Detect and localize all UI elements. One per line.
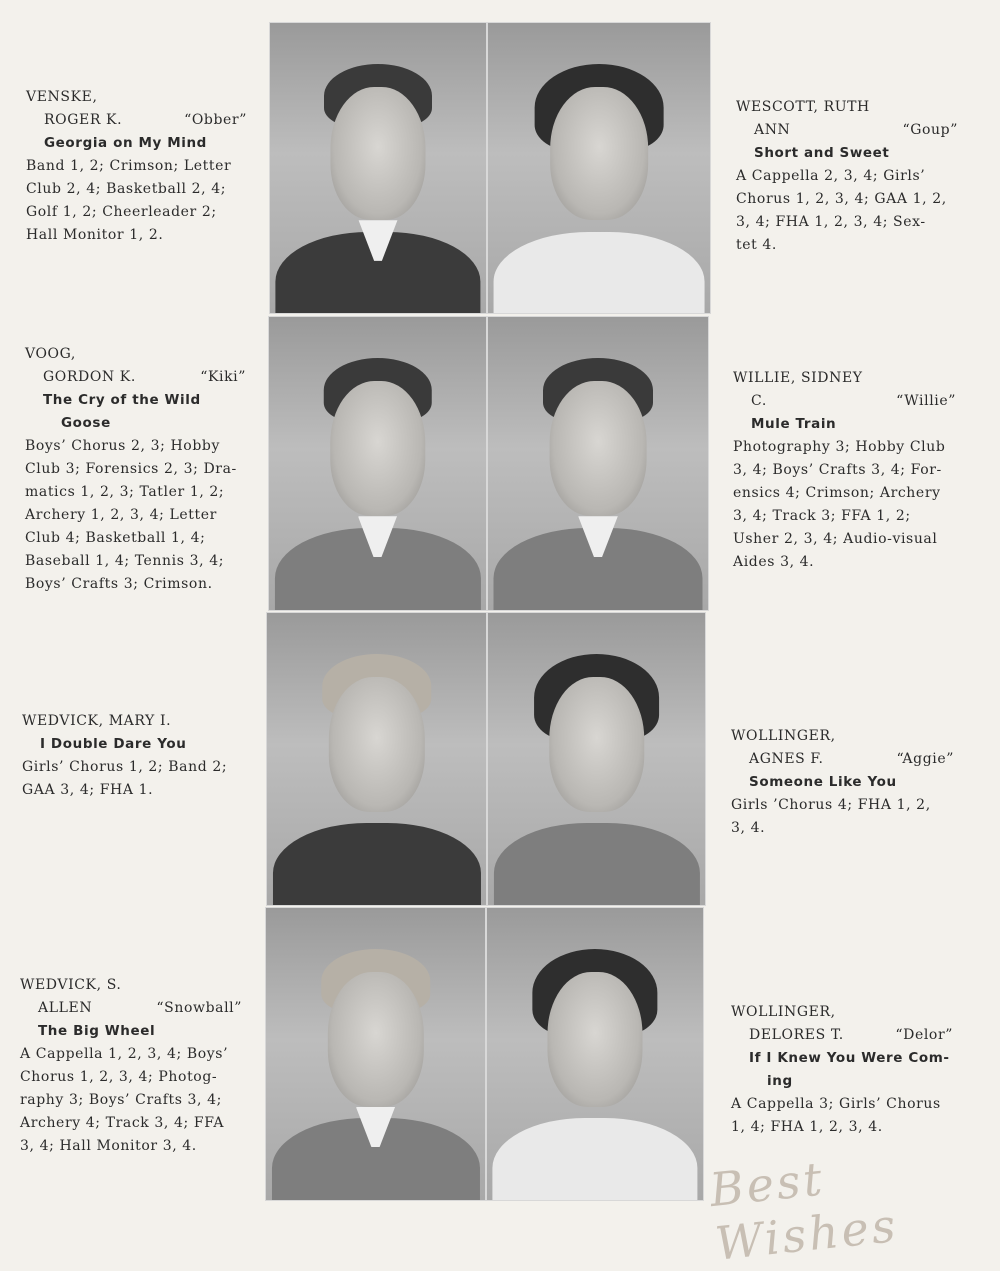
activity-line: Girls ’Chorus 4; FHA 1, 2, [731,797,931,813]
portrait-photo-venske [269,22,487,314]
student-song-continued: ing [767,1073,793,1089]
portrait-photo-wedvick-allen [265,907,486,1201]
student-surname: WOLLINGER, [731,728,836,744]
student-surname: VENSKE, [26,89,98,105]
portrait-photo-wollinger-delores [486,907,704,1201]
handwritten-signature: Best Wishes [707,1151,901,1271]
student-surname: WILLIE, SIDNEY [733,370,863,386]
student-entry-wollinger-agnes [731,725,954,840]
portrait-photo-voog [268,316,487,611]
student-song: Someone Like You [749,774,897,790]
activity-line: tet 4. [736,237,777,253]
activity-line: matics 1, 2, 3; Tatler 1, 2; [25,484,225,500]
activity-line: Band 1, 2; Crimson; Letter [26,158,232,174]
activity-line: Hall Monitor 1, 2. [26,227,164,243]
activity-line: Golf 1, 2; Cheerleader 2; [26,204,217,220]
activity-line: Baseball 1, 4; Tennis 3, 4; [25,553,225,569]
activity-line: A Cappella 1, 2, 3, 4; Boys’ [20,1046,229,1062]
student-nickname: “Goup” [902,122,958,138]
activity-line: Boys’ Chorus 2, 3; Hobby [25,438,220,454]
activity-line: GAA 3, 4; FHA 1. [22,782,154,798]
student-song: The Big Wheel [38,1023,156,1039]
student-surname: VOOG, [25,346,76,362]
student-entry-wescott [736,96,958,257]
student-entry-wedvick-allen [20,974,242,1158]
student-nickname: “Obber” [184,112,247,128]
activity-line: Club 4; Basketball 1, 4; [25,530,206,546]
student-entry-wollinger-delores [731,1001,953,1139]
student-entry-willie [733,367,956,574]
activity-line: Club 3; Forensics 2, 3; Dra- [25,461,237,477]
portrait-photo-wollinger-agnes [487,612,706,906]
activity-line: Photography 3; Hobby Club [733,439,946,455]
student-given-name: GORDON K. [43,369,136,385]
portrait-photo-wedvick-mary [266,612,487,906]
activity-line: 3, 4; Track 3; FFA 1, 2; [733,508,911,524]
activity-line: Usher 2, 3, 4; Audio-visual [733,531,938,547]
activity-line: 3, 4. [731,820,766,836]
student-given-name: AGNES F. [749,751,824,767]
student-nickname: “Snowball” [156,1000,242,1016]
activity-line: ensics 4; Crimson; Archery [733,485,941,501]
student-surname: WEDVICK, MARY I. [22,713,172,729]
activity-line: 3, 4; Hall Monitor 3, 4. [20,1138,197,1154]
student-surname: WEDVICK, S. [20,977,122,993]
activity-line: 3, 4; Boys’ Crafts 3, 4; For- [733,462,942,478]
student-given-name: DELORES T. [749,1027,844,1043]
student-entry-venske [26,86,247,247]
activity-line: Boys’ Crafts 3; Crimson. [25,576,213,592]
activity-line: A Cappella 3; Girls’ Chorus [731,1096,941,1112]
activity-line: Club 2, 4; Basketball 2, 4; [26,181,227,197]
student-entry-voog [25,343,246,596]
student-song: Short and Sweet [754,145,890,161]
activity-line: Chorus 1, 2, 3, 4; Photog- [20,1069,218,1085]
activity-line: raphy 3; Boys’ Crafts 3, 4; [20,1092,222,1108]
portrait-photo-wescott [487,22,711,314]
student-song: Georgia on My Mind [44,135,207,151]
activity-line: 1, 4; FHA 1, 2, 3, 4. [731,1119,883,1135]
student-given-name: ANN [754,122,791,138]
student-nickname: “Willie” [896,393,956,409]
student-surname: WESCOTT, RUTH [736,99,870,115]
student-nickname: “Delor” [895,1027,953,1043]
student-song: I Double Dare You [40,736,187,752]
activity-line: Girls’ Chorus 1, 2; Band 2; [22,759,228,775]
activity-line: Archery 4; Track 3, 4; FFA [20,1115,225,1131]
student-given-name: C. [751,393,767,409]
activity-line: Chorus 1, 2, 3, 4; GAA 1, 2, [736,191,947,207]
student-song: If I Knew You Were Com- [749,1050,950,1066]
student-surname: WOLLINGER, [731,1004,836,1020]
activity-line: Archery 1, 2, 3, 4; Letter [25,507,217,523]
activity-line: Aides 3, 4. [733,554,815,570]
student-nickname: “Kiki” [200,369,246,385]
activity-line: 3, 4; FHA 1, 2, 3, 4; Sex- [736,214,926,230]
student-given-name: ROGER K. [44,112,123,128]
student-song: The Cry of the Wild [43,392,201,408]
student-entry-wedvick-mary [22,710,244,802]
activity-line: A Cappella 2, 3, 4; Girls’ [736,168,926,184]
portrait-photo-willie [487,316,709,611]
student-song: Mule Train [751,416,837,432]
student-nickname: “Aggie” [896,751,954,767]
student-song-continued: Goose [61,415,111,431]
student-given-name: ALLEN [38,1000,93,1016]
